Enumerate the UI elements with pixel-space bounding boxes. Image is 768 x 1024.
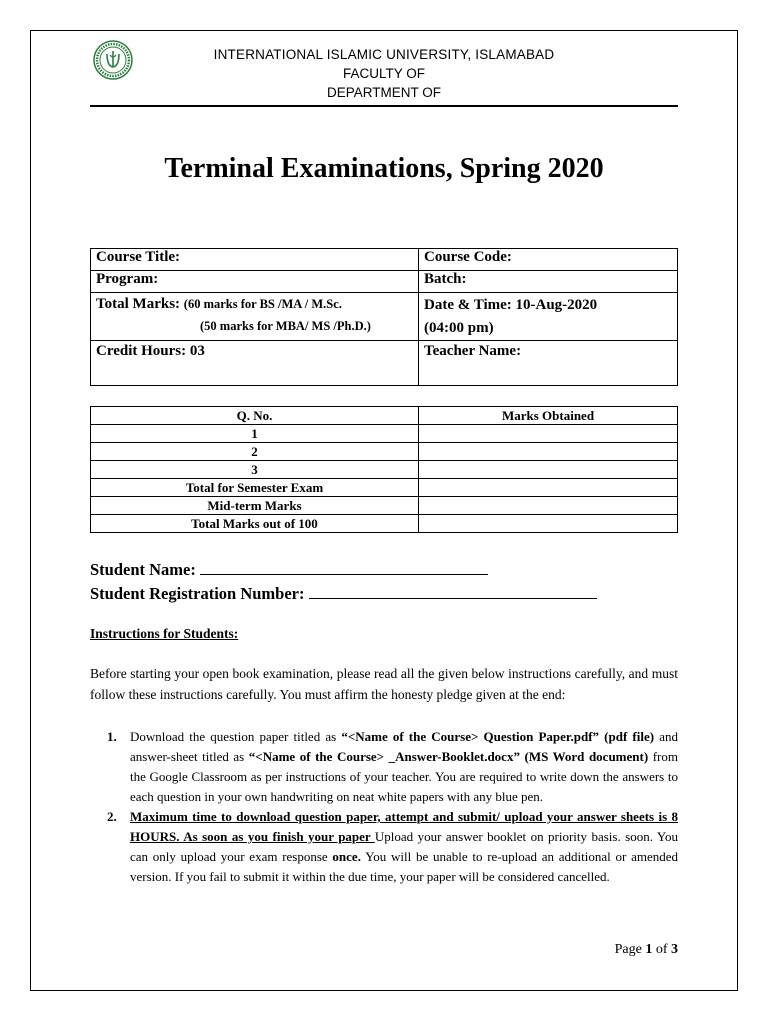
- table-row-label: Total Marks out of 100: [91, 515, 419, 533]
- item-text: from the Google Classroom as per instructions of your teacher. You are required to write down the answers to each question in your own handwriting on neat white papers with any blue pen.: [130, 749, 678, 804]
- item-text: Download the question paper titled as: [130, 729, 342, 744]
- student-name-blank: [200, 560, 488, 575]
- date-time-cell: [419, 293, 678, 341]
- department-line: DEPARTMENT OF: [326, 85, 441, 100]
- item-bold-text: “<Name of the Course> _Answer-Booklet.docx” (MS Word document): [248, 749, 649, 764]
- course-info-table: [90, 248, 678, 386]
- header-divider: [90, 105, 678, 107]
- total-marks-cell: [91, 293, 419, 341]
- student-reg-blank: [309, 584, 597, 599]
- course-code-cell: Course Code:: [419, 249, 678, 271]
- item-text: Upload your answer booklet on priority basis. soon. You can only upload your exam response: [130, 829, 678, 864]
- instructions-list: [90, 727, 678, 887]
- total-marks-bs: (60 marks for BS /MA / M.Sc.: [183, 297, 342, 311]
- faculty-line: FACULTY OF: [342, 66, 425, 81]
- qno-header: Q. No.: [91, 407, 419, 425]
- marks-table: [90, 406, 678, 533]
- total-marks-ms: (50 marks for MBA/ MS /Ph.D.): [200, 319, 371, 333]
- batch-cell: Batch:: [419, 271, 678, 293]
- teacher-name-cell: Teacher Name:: [419, 341, 678, 386]
- list-item: [90, 727, 678, 807]
- marks-cell: [419, 425, 678, 443]
- item-text: You will be unable to re-upload an additional or amended version. If you fail to submit it within the due time, your paper will be considered cancelled.: [130, 849, 678, 884]
- marks-cell: [419, 497, 678, 515]
- item-number: 1.: [107, 729, 117, 744]
- student-reg-line: [90, 584, 597, 604]
- course-title-cell: Course Title:: [91, 249, 419, 271]
- program-cell: Program:: [91, 271, 419, 293]
- total-pages: 3: [671, 942, 678, 957]
- table-row-label: 2: [91, 443, 419, 461]
- current-page: 1: [645, 942, 653, 957]
- table-row-label: 1: [91, 425, 419, 443]
- page-word: Page: [614, 942, 646, 957]
- item-number: 2.: [107, 809, 117, 824]
- credit-hours-cell: Credit Hours: 03: [91, 341, 419, 386]
- item-bold-underlined-text: Maximum time to download question paper, attempt and submit/ upload your answer sheets is 8 HOURS. As soon as you finish your paper: [130, 809, 678, 844]
- item-bold-text: “<Name of the Course> Question Paper.pdf” (pdf file): [341, 729, 655, 744]
- table-row-label: Total for Semester Exam: [91, 479, 419, 497]
- marks-cell: [419, 515, 678, 533]
- item-bold-text: once.: [332, 849, 361, 864]
- student-name-line: [90, 560, 488, 580]
- university-name: INTERNATIONAL ISLAMIC UNIVERSITY, ISLAMABAD: [213, 47, 555, 62]
- total-marks-label: Total Marks:: [96, 296, 181, 312]
- marks-obtained-header: Marks Obtained: [419, 407, 678, 425]
- student-name-label: Student Name:: [90, 560, 196, 579]
- exam-title: Terminal Examinations, Spring 2020: [164, 153, 604, 184]
- table-row-label: Mid-term Marks: [91, 497, 419, 515]
- time-line: (04:00 pm): [424, 320, 494, 336]
- marks-cell: [419, 461, 678, 479]
- page-number: [615, 942, 678, 958]
- date-time-line: Date & Time: 10-Aug-2020: [424, 297, 598, 313]
- item-text: and answer-sheet titled as: [130, 729, 678, 764]
- instructions-intro: Before starting your open book examination, please read all the given below instructions carefully, and must follow these instructions carefully. You must affirm the honesty pledge given at the end:: [90, 666, 678, 702]
- student-reg-label: Student Registration Number:: [90, 584, 305, 603]
- of-word: of: [652, 942, 671, 957]
- marks-cell: [419, 479, 678, 497]
- table-row-label: 3: [91, 461, 419, 479]
- list-item: [90, 807, 678, 887]
- marks-cell: [419, 443, 678, 461]
- instructions-heading: Instructions for Students:: [90, 626, 239, 641]
